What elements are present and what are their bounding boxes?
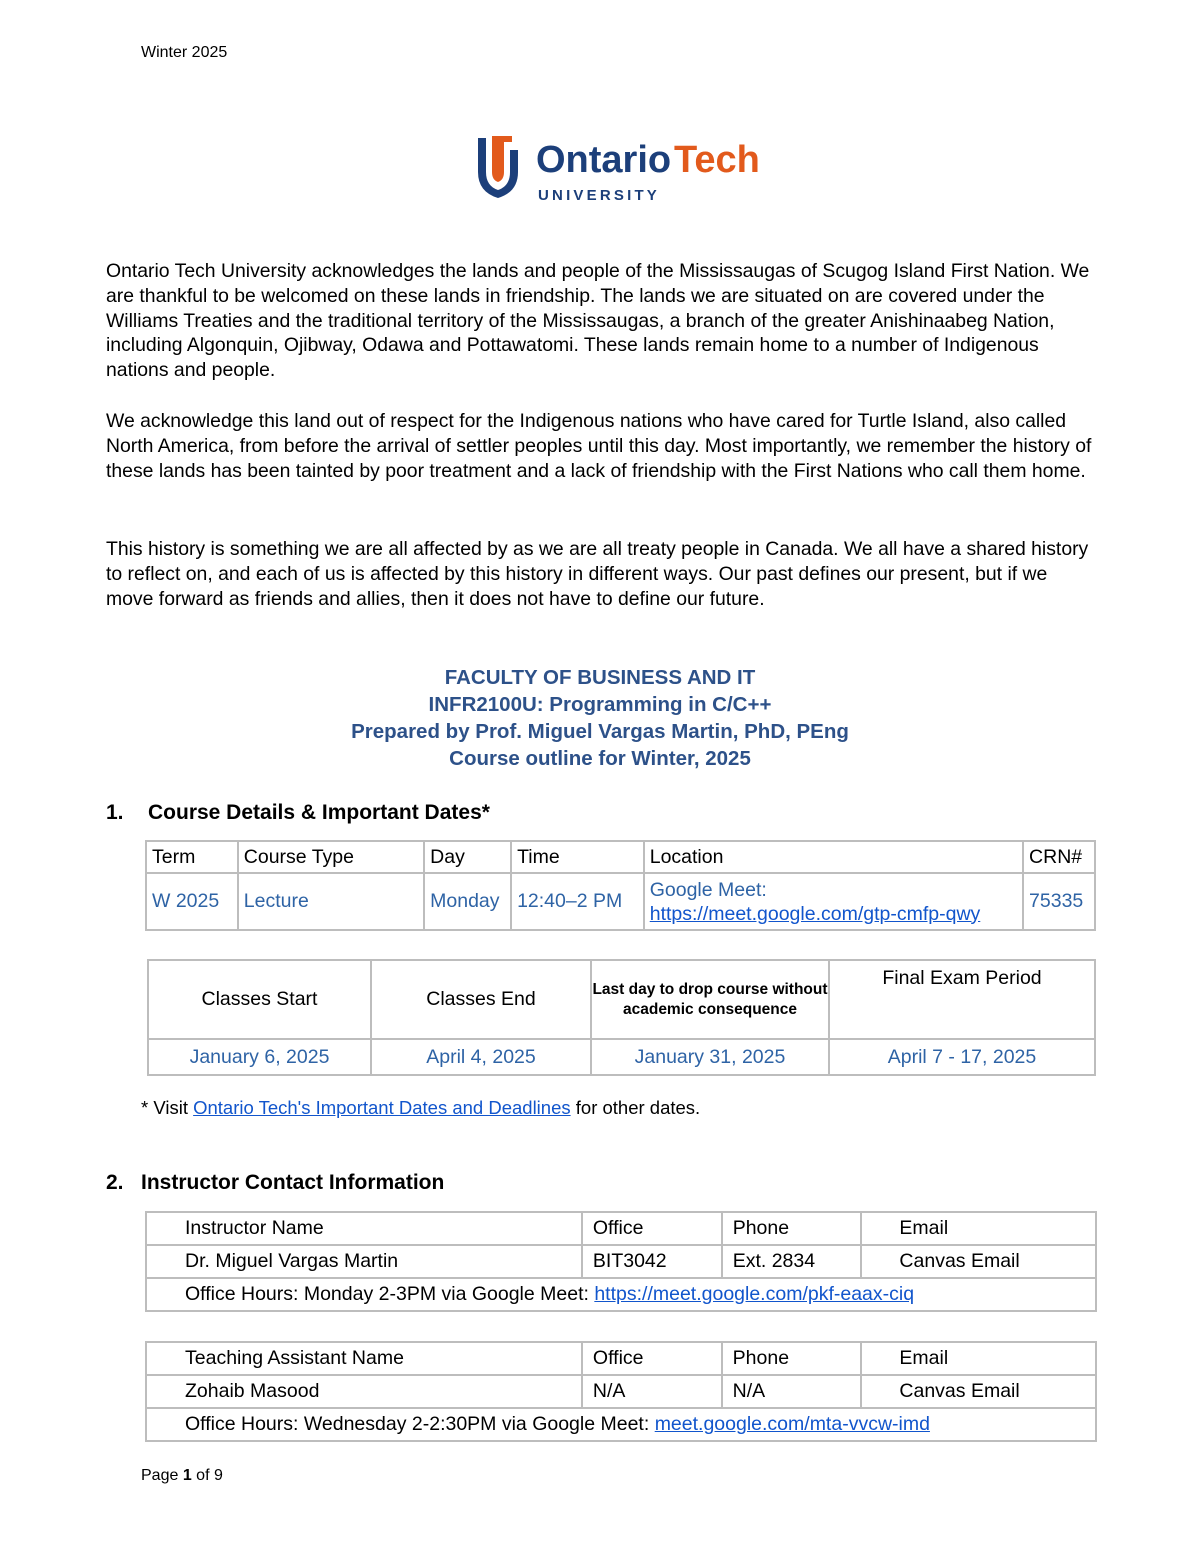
footer-page-number: 1 [182, 1467, 192, 1484]
header-drop-deadline: Last day to drop course without academic consequence [591, 960, 829, 1039]
section-1-heading [106, 801, 490, 825]
footer-of-label: of [191, 1467, 214, 1484]
footer-page-total: 9 [213, 1467, 223, 1484]
ta-phone: N/A [722, 1375, 862, 1408]
section-2-title: Instructor Contact Information [141, 1171, 445, 1194]
logo-wordmark-ontario: Ontario [536, 139, 672, 181]
header-office: Office [582, 1212, 722, 1245]
crn-value: 75335 [1023, 873, 1095, 930]
prepared-by: Prepared by Prof. Miguel Vargas Martin, PhD, PEng [351, 720, 849, 743]
logo-wordmark-tech: Tech [674, 139, 760, 181]
header-day: Day [424, 841, 511, 873]
header-classes-start: Classes Start [148, 960, 371, 1039]
course-title-block [0, 664, 1200, 772]
header-crn: CRN# [1023, 841, 1095, 873]
header-time: Time [511, 841, 644, 873]
visit-prefix: * Visit [141, 1097, 194, 1118]
land-acknowledgement-paragraph-3: This history is something we are all affected by as we are all treaty people in Canada. We all have a shared history to reflect on, and each of us is affected by this history in different ways. Our past defines our present, but if we move forward as friends and allies, then it does not have to define our future. [106, 538, 1089, 610]
header-course-type: Course Type [238, 841, 424, 873]
course-type-value: Lecture [238, 873, 424, 930]
faculty-name: FACULTY OF BUSINESS AND IT [444, 666, 756, 689]
final-exam-period: April 7 - 17, 2025 [829, 1039, 1095, 1075]
important-dates-table [147, 959, 1096, 1076]
instructor-hours-text: Office Hours: Monday 2-3PM via Google Meet: [185, 1283, 595, 1305]
ta-email: Canvas Email [861, 1375, 1096, 1408]
section-2-number: 2. [106, 1171, 124, 1194]
instructor-office-hours [146, 1278, 1096, 1311]
footer-page-label: Page [141, 1467, 183, 1484]
header-ta-name: Teaching Assistant Name [146, 1342, 582, 1375]
section-1-number: 1. [106, 801, 124, 824]
time-value: 12:40–2 PM [511, 873, 644, 930]
header-phone: Phone [722, 1212, 862, 1245]
important-dates-link[interactable]: Ontario Tech's Important Dates and Deadlines [193, 1097, 571, 1118]
header-email: Email [861, 1212, 1096, 1245]
header-ta-email: Email [861, 1342, 1096, 1375]
ta-hours-text: Office Hours: Wednesday 2-2:30PM via Google Meet: [185, 1413, 655, 1435]
header-location: Location [644, 841, 1023, 873]
classes-end-date: April 4, 2025 [371, 1039, 591, 1075]
section-1-title: Course Details & Important Dates* [148, 801, 490, 824]
ta-name: Zohaib Masood [146, 1375, 582, 1408]
instructor-email: Canvas Email [861, 1245, 1096, 1278]
header-ta-phone: Phone [722, 1342, 862, 1375]
header-ta-office: Office [582, 1342, 722, 1375]
ta-office: N/A [582, 1375, 722, 1408]
land-acknowledgement-paragraph-2: We acknowledge this land out of respect for the Indigenous nations who have cared for Turtle Island, also called North America, from before the arrival of settler peoples until this day. Most importantly, we remember the history of these lands has been tainted by poor treatment and a lack of friendship with the First Nations who call them home. [106, 410, 1092, 482]
instructor-meet-link[interactable]: https://meet.google.com/pkf-eaax-ciq [594, 1283, 915, 1305]
land-acknowledgement-paragraph-1: Ontario Tech University acknowledges the lands and people of the Mississaugas of Scugog Island First Nation. We are thankful to be welcomed on these lands in friendship. The lands we are situated on are covered under the Williams Treaties and the traditional territory of the Mississaugas, a branch of the greater Anishinaabeg Nation, including Algonquin, Ojibway, Odawa and Pottawatomi. These lands remain home to a number of Indigenous nations and people. [106, 260, 1090, 382]
ta-meet-link[interactable]: meet.google.com/mta-vvcw-imd [654, 1413, 930, 1435]
instructor-phone: Ext. 2834 [722, 1245, 862, 1278]
running-header: Winter 2025 [141, 44, 228, 61]
course-name: INFR2100U: Programming in C/C++ [428, 693, 772, 716]
term-value: W 2025 [146, 873, 238, 930]
instructor-table [145, 1211, 1097, 1312]
ontario-tech-logo [470, 132, 770, 204]
classes-start-date: January 6, 2025 [148, 1039, 371, 1075]
visit-suffix: for other dates. [570, 1097, 701, 1118]
location-label: Google Meet: [649, 878, 767, 901]
day-value: Monday [424, 873, 511, 930]
logo-university: UNIVERSITY [538, 187, 661, 204]
google-meet-link[interactable]: https://meet.google.com/gtp-cmfp-qwy [649, 902, 981, 925]
important-dates-note [141, 1097, 700, 1119]
teaching-assistant-table [145, 1341, 1097, 1442]
outline-term: Course outline for Winter, 2025 [449, 747, 751, 770]
location-cell [644, 873, 1023, 930]
instructor-office: BIT3042 [582, 1245, 722, 1278]
header-final-exam: Final Exam Period [829, 960, 1095, 1039]
page-footer [141, 1467, 223, 1485]
drop-deadline-date: January 31, 2025 [591, 1039, 829, 1075]
instructor-name: Dr. Miguel Vargas Martin [146, 1245, 582, 1278]
section-2-heading [106, 1171, 444, 1195]
header-term: Term [146, 841, 238, 873]
course-details-table [145, 840, 1096, 931]
header-instructor-name: Instructor Name [146, 1212, 582, 1245]
ta-office-hours [146, 1408, 1096, 1441]
header-classes-end: Classes End [371, 960, 591, 1039]
